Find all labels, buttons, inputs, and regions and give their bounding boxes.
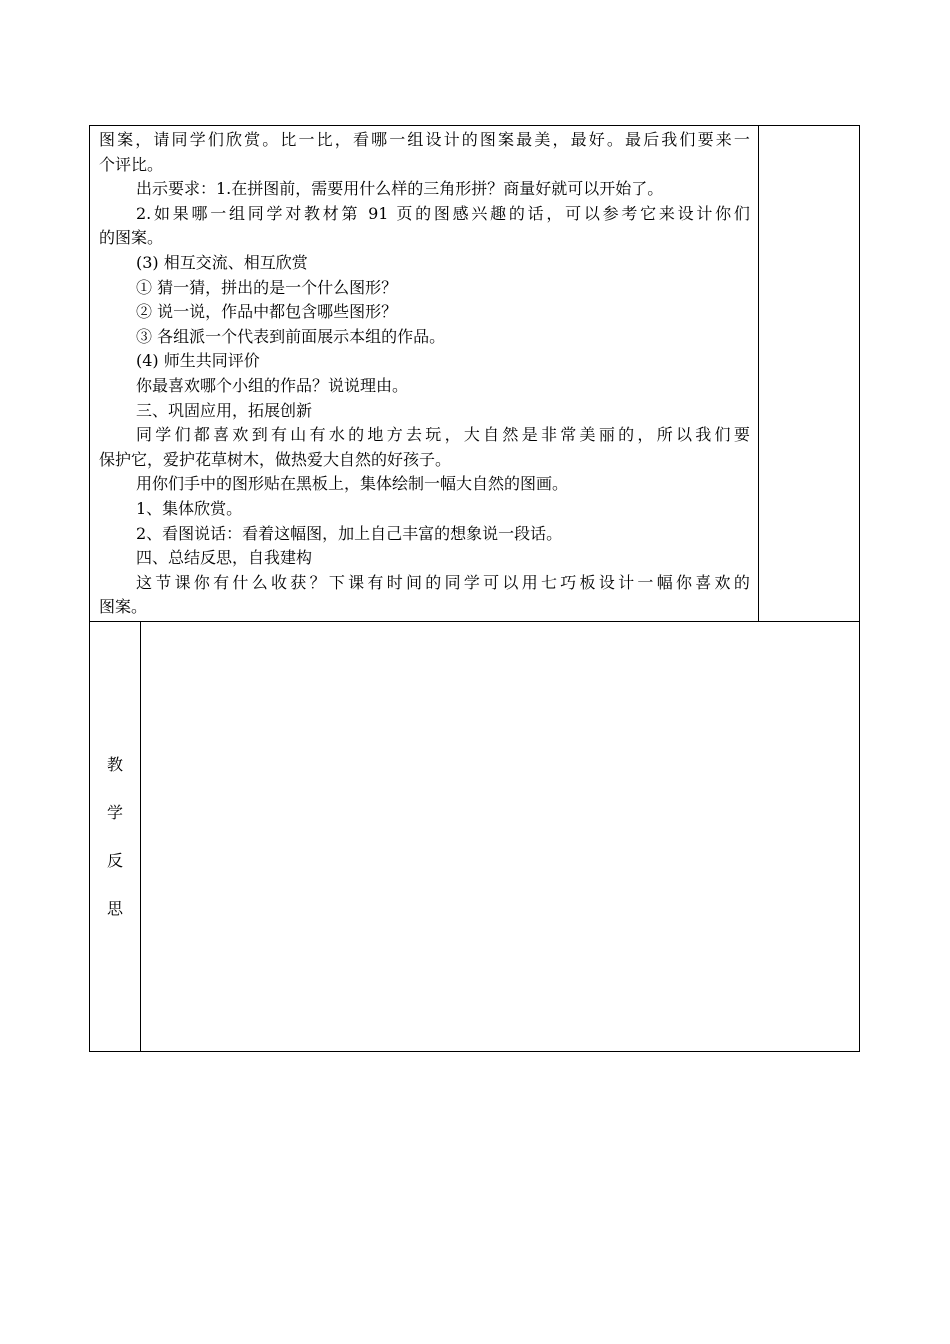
- lesson-text-line: 1、集体欣赏。: [136, 498, 243, 518]
- lesson-text-line: 图案，请同学们欣赏。比一比，看哪一组设计的图案最美，最好。最后我们要来一: [99, 130, 750, 149]
- lesson-text-line: ① 猜一猜，拼出的是一个什么图形？: [136, 277, 398, 297]
- reflection-label-char: 思: [107, 898, 124, 918]
- reflection-label-char: 教: [107, 754, 124, 774]
- reflection-row: [90, 622, 860, 1052]
- lesson-process-cell: [90, 126, 759, 622]
- lesson-text-line: 2、看图说话：看着这幅图，加上自己丰富的想象说一段话。: [136, 523, 563, 543]
- lesson-text-block: [99, 128, 750, 620]
- lesson-text-line: (3) 相互交流、相互欣赏: [136, 252, 308, 272]
- side-notes-cell: [758, 126, 859, 622]
- lesson-text-line: 的图案。: [99, 228, 164, 248]
- lesson-text-line: 个评比。: [99, 154, 164, 174]
- lesson-text-line: 出示要求：1.在拼图前，需要用什么样的三角形拼？商量好就可以开始了。: [136, 179, 664, 199]
- lesson-text-line: 用你们手中的图形贴在黑板上，集体绘制一幅大自然的图画。: [136, 474, 569, 494]
- lesson-text-line: 保护它，爱护花草树木，做热爱大自然的好孩子。: [99, 449, 452, 469]
- lesson-text-line: 四、总结反思，自我建构: [136, 548, 313, 568]
- lesson-text-line: 同学们都喜欢到有山有水的地方去玩，大自然是非常美丽的，所以我们要: [136, 425, 750, 445]
- lesson-text-line: ③ 各组派一个代表到前面展示本组的作品。: [136, 326, 446, 346]
- lesson-text-line: 这节课你有什么收获？下课有时间的同学可以用七巧板设计一幅你喜欢的: [136, 572, 750, 592]
- process-row: [90, 126, 860, 622]
- lesson-text-line: 你最喜欢哪个小组的作品？说说理由。: [136, 375, 409, 395]
- lesson-text-line: 2.如果哪一组同学对教材第 91 页的图感兴趣的话，可以参考它来设计你们: [136, 203, 750, 223]
- lesson-plan-table: [89, 125, 860, 1052]
- lesson-text-line: 三、巩固应用，拓展创新: [136, 400, 313, 420]
- lesson-text-line: (4) 师生共同评价: [136, 351, 260, 371]
- reflection-label-char: 反: [107, 850, 124, 870]
- reflection-label-char: 学: [107, 802, 124, 822]
- reflection-body-cell[interactable]: [141, 622, 860, 1052]
- reflection-label-cell: [90, 622, 141, 1052]
- lesson-text-line: ② 说一说，作品中都包含哪些图形？: [136, 302, 398, 322]
- lesson-text-line: 图案。: [99, 597, 148, 617]
